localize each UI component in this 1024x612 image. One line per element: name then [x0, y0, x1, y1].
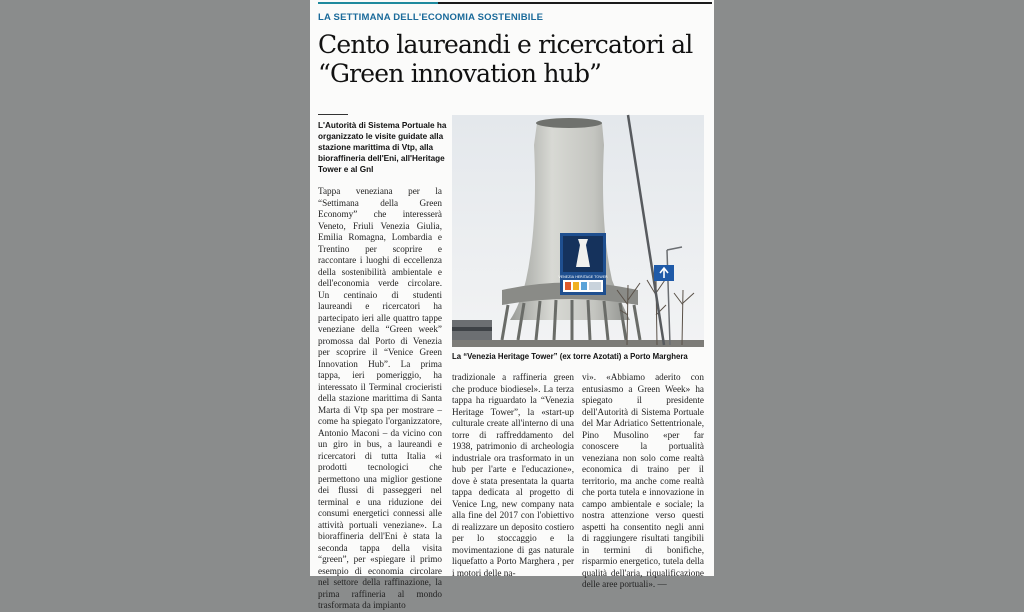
top-rule-accent — [318, 2, 438, 4]
paragraph: Tappa veneziana per la “Settimana della Green Economy” che interesserà Veneto, Friuli Venezia Giulia, Emilia Romagna, Lombardia e Trentino per scoprire e raccontare i luoghi di eccellenza della sostenibilità ambientale e dell'economia verde circolare. Un centinaio di studenti laureandi e ricercatori ha partecipato ieri alle quattro tappe veneziane della “Green week” promossa dal Porto di Venezia per scoprire il “Venice Green Innovation Hub”. La prima tappa, ieri pomeriggio, ha interessato il Terminal crocieristi della stazione marittima di Santa Marta di Vtp spa per mostrare – come ha spiegato l'organizzatore, Antonio Maconi – da vicino con un giro in bus, a laureandi e ricercatori di tutta Italia «i prodotti tecnologici che permettono una miglior gestione dei flussi di passeggeri nel terminal e una riduzione dei consumi energetici connessi alle attività portuali veneziane». La bioraffineria dell'Eni è stata la seconda tappa della visita “green”, per «spiegare il primo esempio di economia circolare nel settore della raffinazione, la prima raffineria al mondo trasformata da impianto — [318, 186, 442, 610]
article-column-2 — [452, 372, 574, 576]
paragraph: vi». «Abbiamo aderito con entusiasmo a Green Week» ha spiegato il presidente dell'Autorità di Sistema Portuale del Mar Adriatico Settentrionale, Pino Musolino «per far conoscere la portualità veneziana non solo come realtà economica di traino per il territorio, ma anche come realtà che porta tutela e innovazione in campo ambientale e sociale; la nostra attenzione verso questi aspetti ha consentito negli anni di raggiungere risultati tangibili in termini di bonifiche, risparmio energetico, tutela della qualità dell'aria, riqualificazione delle aree portuali». — — [582, 372, 704, 589]
summary: L'Autorità di Sistema Portuale ha organizzato le visite guidate alla stazione marittima di Vtp, alla bioraffineria dell'Eni, all'Heritage Tower e al Gnl — [318, 121, 447, 174]
paragraph: tradizionale a raffineria green che produce biodiesel». La terza tappa ha riguardato la “Venezia Heritage Tower”, la «start-up culturale create all'interno di una torre di raffreddamento del 1938, patrimonio di archeologia industriale ora trasformato in un hub per l'arte e l'educazione», dove è stata presentata la quarta tappa dedicata al progetto di Venice Lng, new company nata alla fine del 2017 con l'obiettivo di realizzare un deposito costiero per lo stoccaggio e la movimentazione di gas naturale liquefatto a Porto Marghera , per i motori delle na- — [452, 372, 574, 578]
article-column-3 — [582, 372, 704, 589]
photo-caption: La “Venezia Heritage Tower” (ex torre Azotati) a Porto Marghera — [452, 352, 688, 361]
headline: Cento laureandi e ricercatori al “Green innovation hub” — [318, 30, 693, 88]
section-kicker: LA SETTIMANA DELL'ECONOMIA SOSTENIBILE — [318, 12, 544, 23]
tower-photo — [452, 115, 704, 347]
newspaper-page — [310, 0, 714, 610]
summary-rule — [318, 114, 348, 115]
article-column-1 — [318, 186, 442, 610]
banner-text: VENEZIA HERITAGE TOWER — [558, 275, 608, 279]
